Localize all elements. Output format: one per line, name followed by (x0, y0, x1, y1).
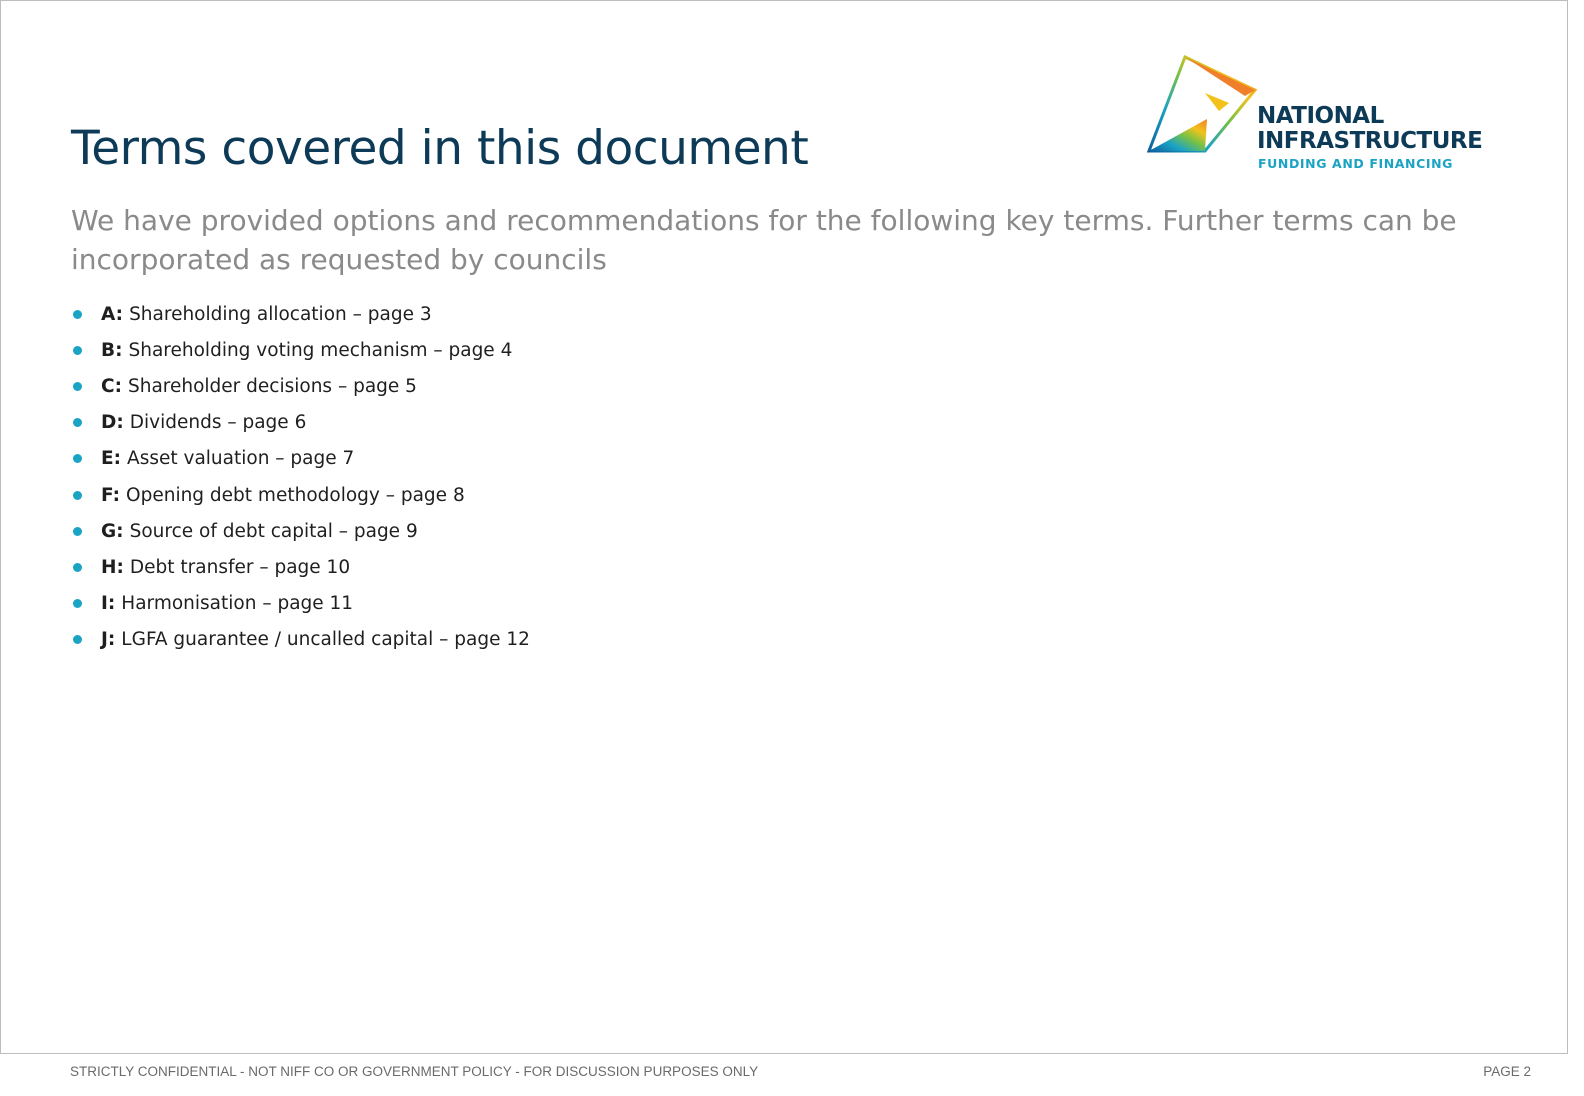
term-text: Source of debt capital – page 9 (129, 520, 418, 542)
term-key: A: (101, 303, 124, 325)
term-key: B: (101, 339, 123, 361)
bullet-icon (73, 527, 82, 536)
term-text: Dividends – page 6 (129, 412, 307, 434)
page-title: Terms covered in this document (71, 121, 809, 176)
bullet-icon (73, 310, 82, 319)
logo-text-line3: FUNDING AND FINANCING (1258, 156, 1454, 171)
footer-page-number: PAGE 2 (1483, 1064, 1531, 1079)
bullet-icon (73, 454, 82, 463)
term-key: H: (101, 556, 124, 578)
term-item-e (71, 441, 530, 477)
logo-text-line2: INFRASTRUCTURE (1257, 128, 1483, 154)
term-key: C: (101, 375, 122, 397)
bullet-icon (73, 635, 82, 644)
logo-text-line1: NATIONAL (1257, 103, 1384, 129)
page-subtitle: We have provided options and recommendations for the following key terms. Further terms can be incorporated as requested by councils (71, 204, 1457, 276)
term-key: E: (101, 448, 122, 470)
term-item-c (71, 368, 530, 404)
term-text: Opening debt methodology – page 8 (126, 484, 465, 506)
logo-mark-icon (1145, 53, 1265, 158)
terms-list (71, 296, 530, 658)
term-text: Shareholding voting mechanism – page 4 (128, 339, 513, 361)
term-text: Harmonisation – page 11 (121, 593, 354, 615)
term-key: G: (101, 520, 124, 542)
bullet-icon (73, 418, 82, 427)
term-item-d (71, 405, 530, 441)
term-item-i (71, 586, 530, 622)
bullet-icon (73, 382, 82, 391)
term-text: Shareholding allocation – page 3 (129, 303, 432, 325)
term-text: Debt transfer – page 10 (129, 556, 351, 578)
term-key: F: (101, 484, 121, 506)
term-text: LGFA guarantee / uncalled capital – page 12 (121, 629, 530, 651)
term-key: J: (101, 629, 116, 651)
bullet-icon (73, 491, 82, 500)
bullet-icon (73, 599, 82, 608)
term-text: Shareholder decisions – page 5 (127, 375, 417, 397)
term-key: I: (101, 593, 116, 615)
footer-confidentiality: STRICTLY CONFIDENTIAL - NOT NIFF CO OR GOVERNMENT POLICY - FOR DISCUSSION PURPOSES ONLY (70, 1064, 759, 1079)
term-item-b (71, 332, 530, 368)
term-key: D: (101, 412, 124, 434)
term-item-h (71, 549, 530, 585)
niff-logo (1145, 53, 1505, 178)
term-item-a (71, 296, 530, 332)
term-item-g (71, 513, 530, 549)
bullet-icon (73, 346, 82, 355)
term-item-f (71, 477, 530, 513)
bullet-icon (73, 563, 82, 572)
term-item-j (71, 622, 530, 658)
term-text: Asset valuation – page 7 (127, 448, 355, 470)
